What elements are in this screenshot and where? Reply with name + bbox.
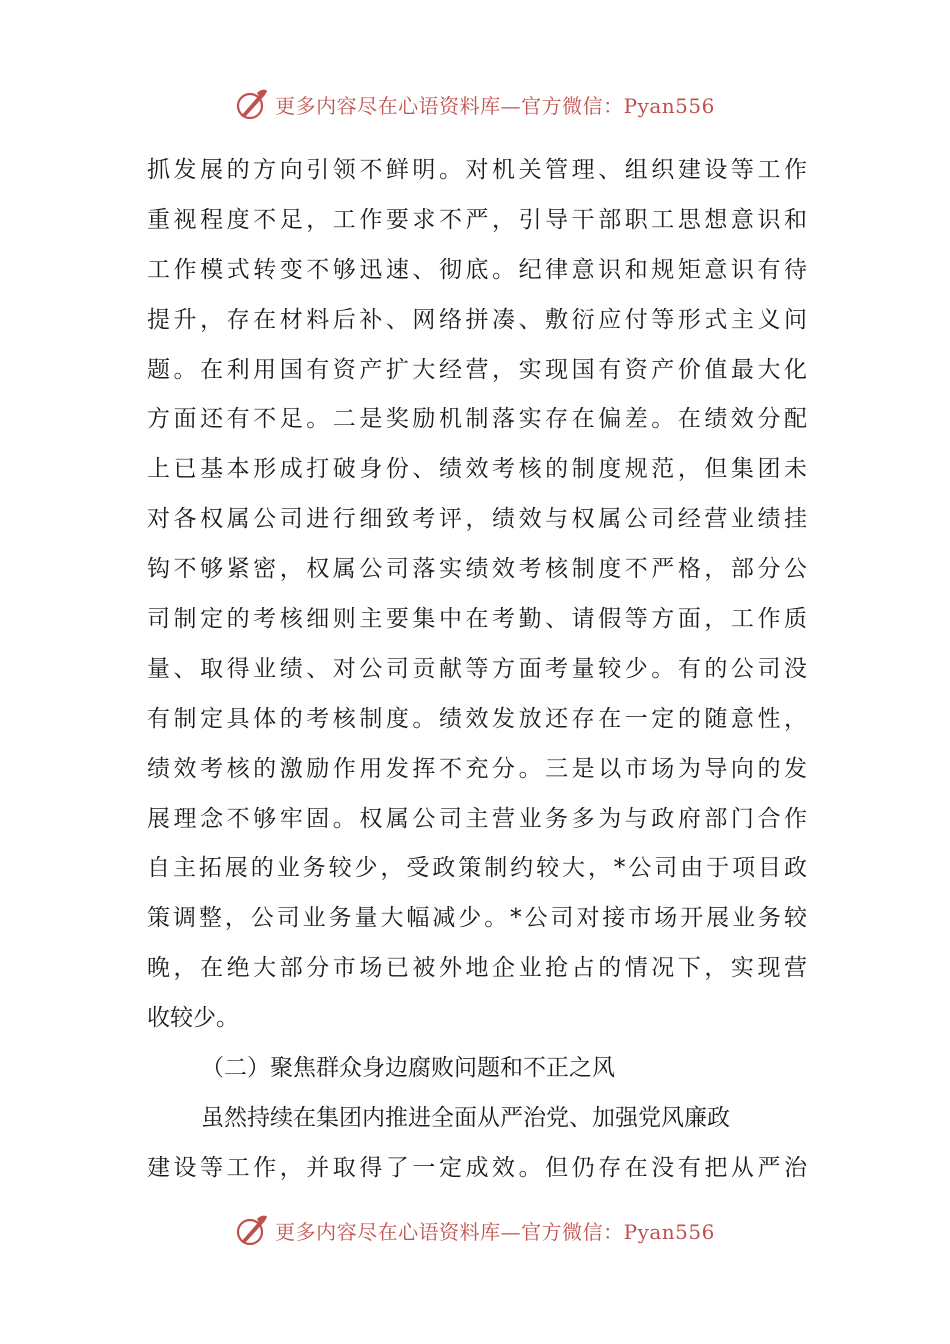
text-line-16: 策调整，公司业务量大幅减少。*公司对接市场开展业务较 — [147, 905, 807, 932]
text-line-11: 量、取得业绩、对公司贡献等方面考量较少。有的公司没 — [147, 655, 807, 682]
text-line-20: 虽然持续在集团内推进全面从严治党、加强党风廉政 — [201, 1104, 730, 1131]
document-body — [147, 146, 807, 1194]
quill-logo-icon — [235, 1213, 269, 1247]
text-line-9: 钩不够紧密，权属公司落实绩效考核制度不严格，部分公 — [147, 556, 807, 583]
text-line-1: 抓发展的方向引领不鲜明。对机关管理、组织建设等工作 — [147, 157, 807, 183]
text-line-17: 晚，在绝大部分市场已被外地企业抢占的情况下，实现营 — [147, 955, 807, 982]
text-line-6: 方面还有不足。二是奖励机制落实存在偏差。在绩效分配 — [147, 406, 807, 433]
footer-banner-text: 更多内容尽在心语资料库—官方微信：Pyan556 — [275, 1219, 715, 1244]
text-line-8: 对各权属公司进行细致考评，绩效与权属公司经营业绩挂 — [147, 506, 807, 533]
text-line-3: 工作模式转变不够迅速、彻底。纪律意识和规矩意识有待 — [147, 256, 807, 283]
footer-banner — [0, 1210, 950, 1250]
quill-logo-icon — [235, 87, 269, 121]
text-line-21: 建设等工作，并取得了一定成效。但仍存在没有把从严治 — [147, 1154, 807, 1181]
section-heading: （二）聚焦群众身边腐败问题和不正之风 — [201, 1055, 615, 1082]
text-line-15: 自主拓展的业务较少，受政策制约较大，*公司由于项目政 — [147, 855, 807, 882]
text-line-5: 题。在利用国有资产扩大经营，实现国有资产价值最大化 — [147, 356, 807, 383]
text-line-2: 重视程度不足，工作要求不严，引导干部职工思想意识和 — [147, 206, 807, 233]
text-line-13: 绩效考核的激励作用发挥不充分。三是以市场为导向的发 — [147, 755, 807, 782]
text-line-7: 上已基本形成打破身份、绩效考核的制度规范，但集团未 — [147, 456, 807, 483]
text-line-12: 有制定具体的考核制度。绩效发放还存在一定的随意性， — [147, 705, 807, 732]
text-line-10: 司制定的考核细则主要集中在考勤、请假等方面，工作质 — [147, 606, 807, 633]
text-line-18: 收较少。 — [147, 1005, 239, 1032]
text-line-4: 提升，存在材料后补、网络拼凑、敷衍应付等形式主义问 — [147, 306, 807, 333]
header-banner — [0, 84, 950, 124]
text-line-14: 展理念不够牢固。权属公司主营业务多为与政府部门合作 — [147, 805, 807, 832]
header-banner-text: 更多内容尽在心语资料库—官方微信：Pyan556 — [275, 93, 715, 118]
